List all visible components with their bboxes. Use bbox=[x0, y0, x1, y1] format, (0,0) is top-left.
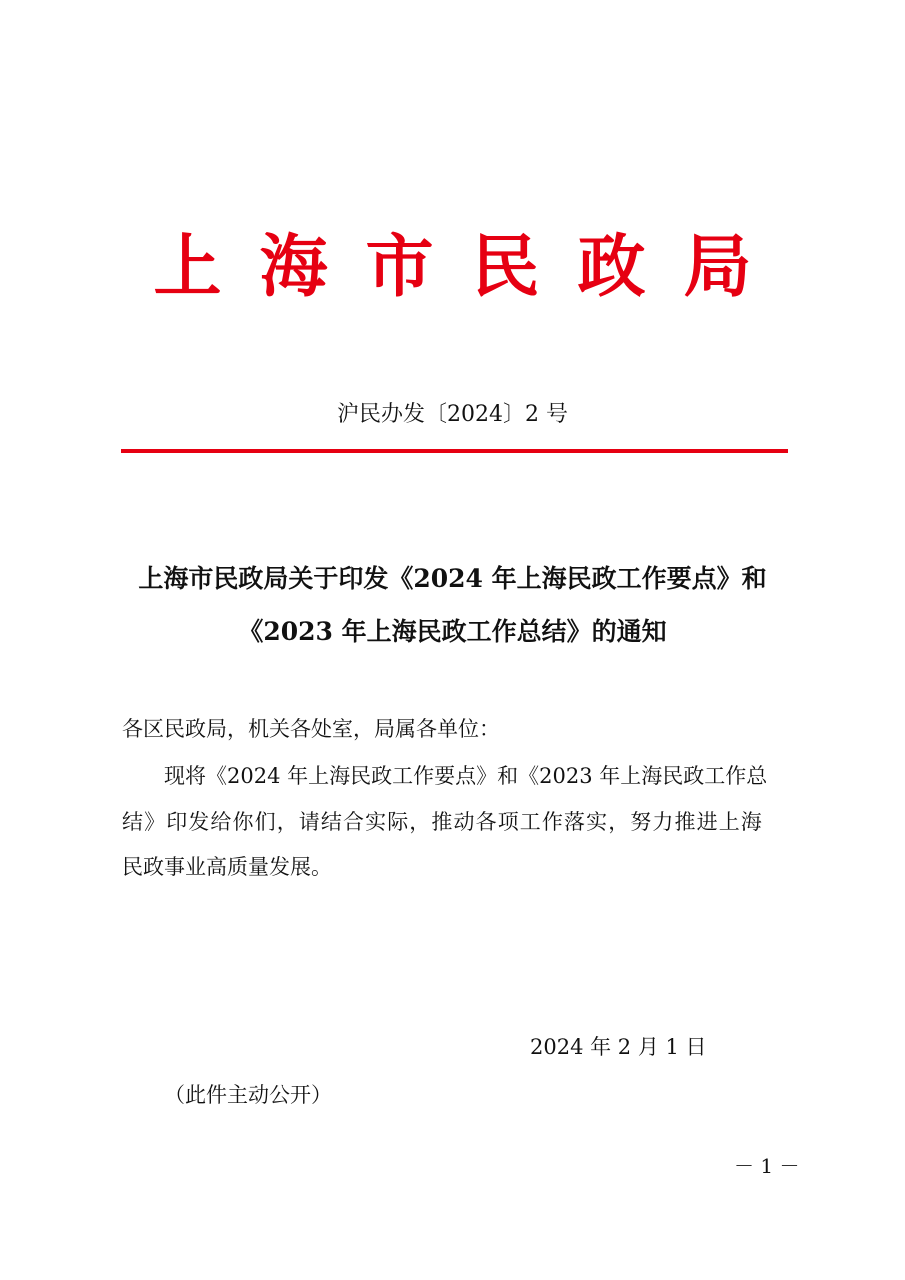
agency-red-header: 上海市民政局 bbox=[153, 227, 790, 307]
body-paragraph-line-2: 结》印发给你们，请结合实际，推动各项工作落实，努力推进上海 bbox=[122, 810, 763, 834]
notice-title-line-2: 《2023 年上海民政工作总结》的通知 bbox=[238, 617, 667, 646]
issue-date: 2024 年 2 月 1 日 bbox=[530, 1035, 707, 1059]
body-paragraph-line-1: 现将《2024 年上海民政工作要点》和《2023 年上海民政工作总 bbox=[164, 764, 768, 788]
red-divider-line bbox=[121, 449, 788, 453]
page-number: － 1 － bbox=[734, 1154, 800, 1178]
document-number: 沪民办发〔2024〕2 号 bbox=[337, 402, 568, 427]
body-paragraph-line-3: 民政事业高质量发展。 bbox=[122, 855, 332, 879]
disclosure-note: （此件主动公开） bbox=[164, 1083, 332, 1107]
addressee: 各区民政局，机关各处室，局属各单位： bbox=[122, 717, 500, 741]
notice-title-line-1: 上海市民政局关于印发《2024 年上海民政工作要点》和 bbox=[138, 564, 767, 593]
